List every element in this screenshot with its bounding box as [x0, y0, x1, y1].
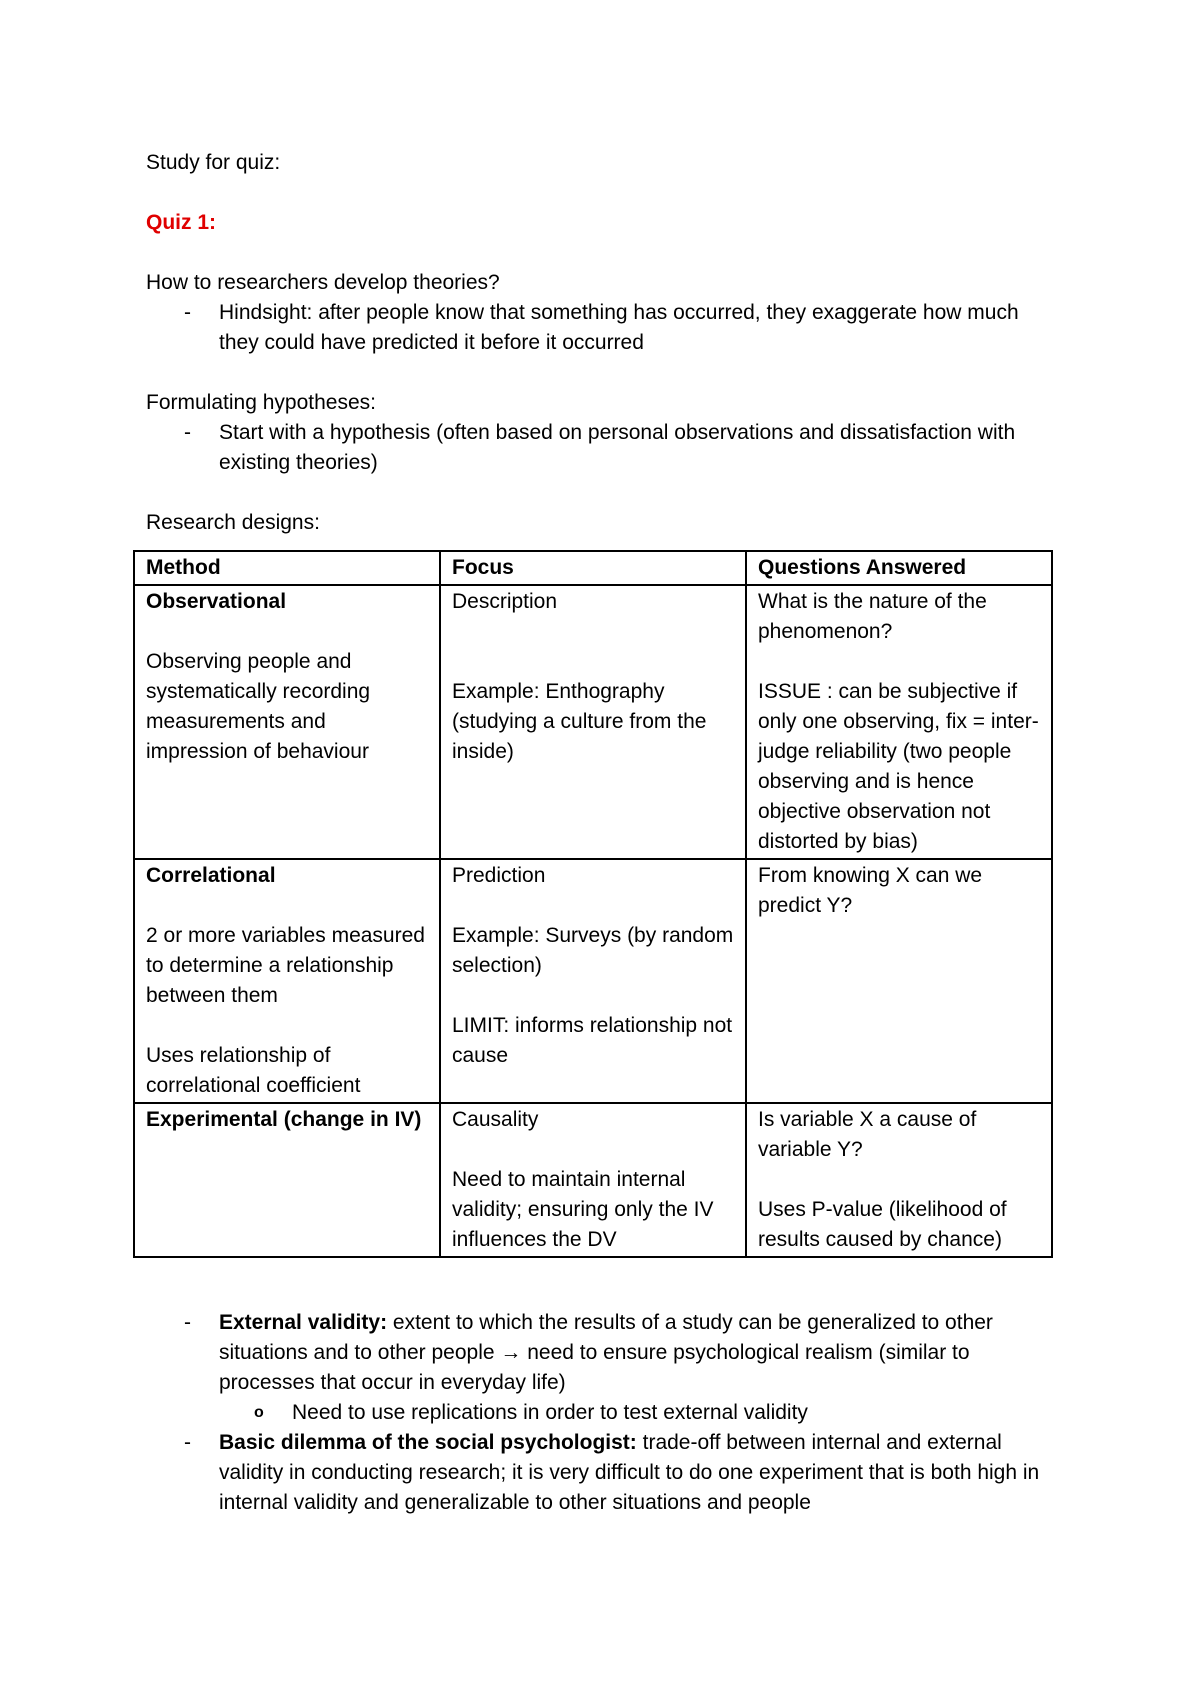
- quiz-heading: Quiz 1:: [146, 211, 217, 234]
- questions-cell: [746, 585, 1052, 859]
- method-cell: [134, 1103, 440, 1257]
- header-questions: Questions Answered: [746, 551, 1052, 585]
- method-cell: [134, 859, 440, 1103]
- question-note: ISSUE : can be subjective if only one observing, fix = inter-judge reliability (two people observing and is hence objective observation not distorted by bias): [758, 680, 1039, 853]
- question-text: What is the nature of the phenomenon?: [758, 590, 987, 643]
- circle-bullet-icon: o: [254, 1404, 264, 1421]
- method-cell: [134, 585, 440, 859]
- focus-cell: [440, 585, 746, 859]
- external-validity-text: extent to which the results of a study can be generalized to other situations and to other people: [219, 1311, 993, 1364]
- section-hypotheses: [146, 388, 1046, 478]
- method-title: Correlational: [146, 864, 276, 887]
- table-header-row: [134, 551, 1052, 585]
- sub-bullet-text: Need to use replications in order to test external validity: [292, 1401, 808, 1424]
- arrow-icon: →: [500, 1341, 522, 1364]
- section-heading: Formulating hypotheses:: [146, 391, 376, 414]
- validity-bullet-list: [146, 1308, 1046, 1398]
- bullet-marker: -: [184, 421, 191, 444]
- method-description: 2 or more variables measured to determine a relationship between them: [146, 924, 425, 1007]
- bullet-text: Hindsight: after people know that something has occurred, they exaggerate how much they could have predicted it before it occurred: [219, 301, 1019, 354]
- method-title: Experimental (change in IV): [146, 1108, 422, 1131]
- list-item: [146, 1398, 1046, 1428]
- table-row: [134, 1103, 1052, 1257]
- sub-bullet-list: [146, 1398, 1046, 1428]
- bullet-text: Start with a hypothesis (often based on personal observations and dissatisfaction with existing theories): [219, 421, 1016, 474]
- bullet-list: [146, 418, 1046, 478]
- dilemma-text: trade-off between internal and external validity in conducting research; it is very difficult to do one experiment that is both high in internal validity and generalizable to other situations and people: [219, 1431, 1040, 1514]
- bullet-marker: -: [184, 1431, 191, 1454]
- questions-cell: [746, 1103, 1052, 1257]
- focus-title: Causality: [452, 1108, 539, 1131]
- document-title: Study for quiz:: [146, 151, 281, 174]
- table-row: [134, 859, 1052, 1103]
- dilemma-label: Basic dilemma of the social psychologist:: [219, 1431, 637, 1454]
- table-row: [134, 585, 1052, 859]
- section-theories: [146, 268, 1046, 358]
- external-validity-label: External validity:: [219, 1311, 388, 1334]
- bullet-marker: -: [184, 1311, 191, 1334]
- focus-title: Description: [452, 590, 558, 613]
- research-designs-table: [133, 550, 1053, 1258]
- list-item: [146, 1308, 1046, 1398]
- question-note: Uses P-value (likelihood of results caused by chance): [758, 1198, 1007, 1251]
- questions-cell: [746, 859, 1052, 1103]
- dilemma-bullet-list: [146, 1428, 1046, 1518]
- focus-title: Prediction: [452, 864, 546, 887]
- focus-description: Example: Enthography (studying a culture from the inside): [452, 680, 707, 763]
- focus-cell: [440, 1103, 746, 1257]
- method-description: Observing people and systematically recording measurements and impression of behaviour: [146, 650, 371, 763]
- section-heading: Research designs:: [146, 511, 320, 534]
- list-item: [146, 298, 1046, 358]
- focus-description: Need to maintain internal validity; ensuring only the IV influences the DV: [452, 1168, 714, 1251]
- bullet-marker: -: [184, 301, 191, 324]
- header-method: Method: [134, 551, 440, 585]
- external-validity-text-2: need to ensure psychological realism (similar to processes that occur in everyday life): [219, 1341, 970, 1394]
- list-item: [146, 1428, 1046, 1518]
- question-text: Is variable X a cause of variable Y?: [758, 1108, 977, 1161]
- focus-description: Example: Surveys (by random selection): [452, 924, 734, 977]
- list-item: [146, 418, 1046, 478]
- bullet-list: [146, 298, 1046, 358]
- question-text: From knowing X can we predict Y?: [758, 864, 983, 917]
- focus-cell: [440, 859, 746, 1103]
- section-heading: How to researchers develop theories?: [146, 271, 500, 294]
- header-focus: Focus: [440, 551, 746, 585]
- section-research-designs: [146, 508, 1046, 538]
- document-page: [146, 148, 1046, 1518]
- focus-limit: LIMIT: informs relationship not cause: [452, 1014, 733, 1067]
- method-description: Uses relationship of correlational coefficient: [146, 1044, 361, 1097]
- method-title: Observational: [146, 590, 287, 613]
